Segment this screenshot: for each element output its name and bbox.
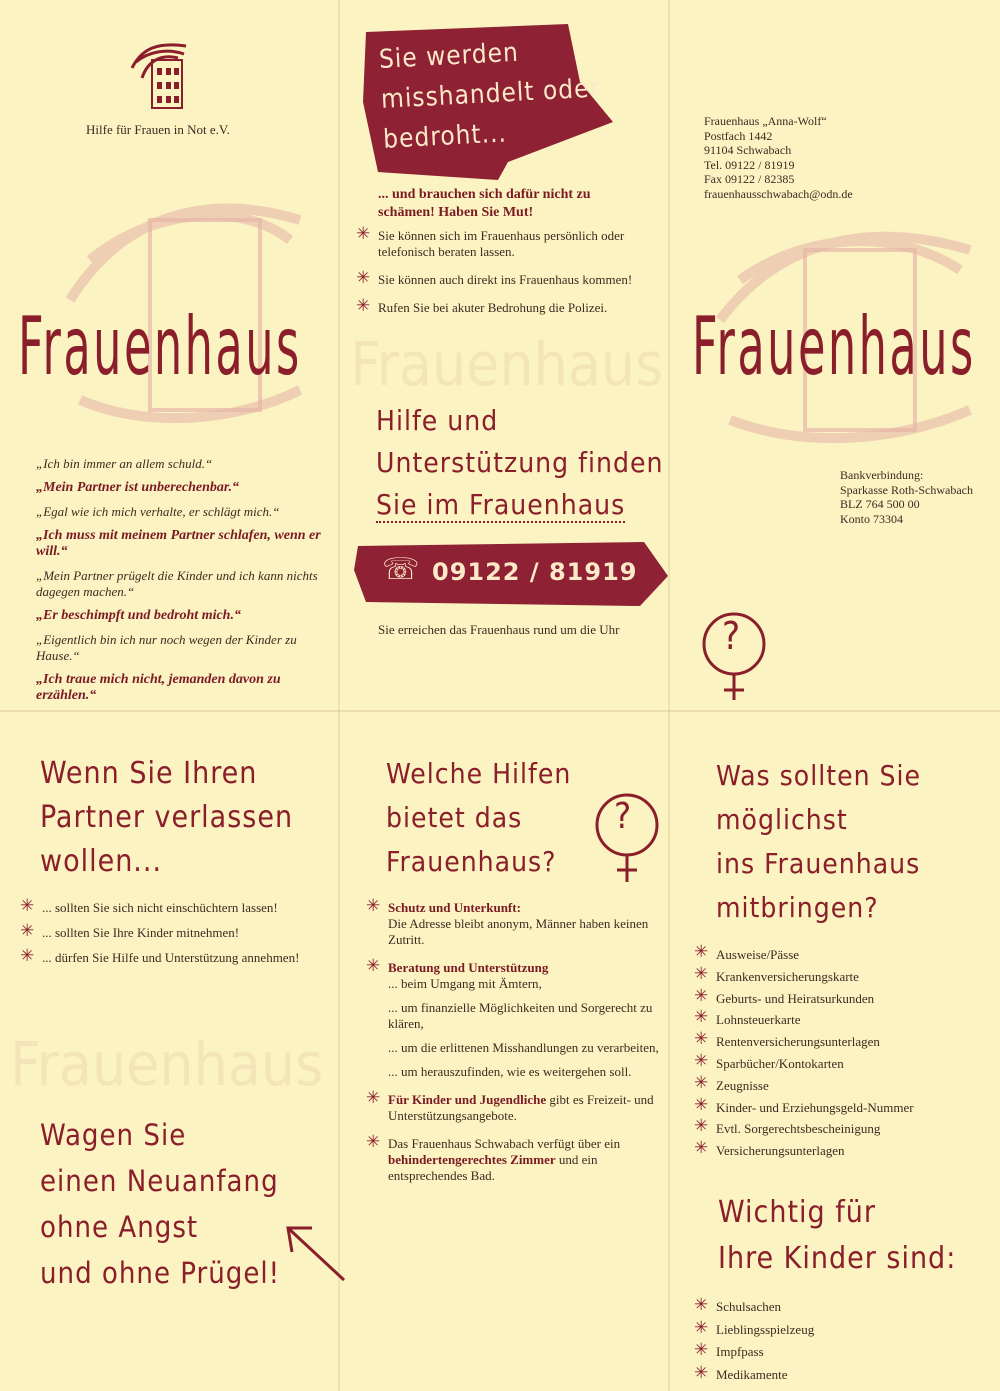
help-line: Sie im Frauenhaus — [376, 488, 626, 521]
quote: „Ich muss mit meinem Partner schlafen, wenn er will.“ — [36, 528, 321, 559]
list-item: ✳ Evtl. Sorgerechtsbescheinigung — [694, 1116, 881, 1137]
middle-top-bullets — [356, 224, 656, 316]
asterisk-icon: ✳ — [20, 921, 35, 941]
house-logo-icon — [128, 38, 192, 110]
quote: „Mein Partner prügelt die Kinder und ich kann nichts dagegen machen.“ — [36, 568, 318, 599]
asterisk-icon: ✳ — [694, 1094, 709, 1115]
list-item: ✳ Kinder- und Erziehungsgeld-Nummer — [694, 1094, 914, 1115]
list-item: ✳ Zeugnisse — [694, 1072, 769, 1093]
arrow-icon — [278, 1214, 348, 1284]
asterisk-icon: ✳ — [694, 942, 709, 962]
asterisk-icon: ✳ — [356, 268, 371, 288]
help-offer-heading: Welche Hilfen bietet das Frauenhaus? — [386, 757, 572, 878]
quotes-list — [36, 456, 326, 712]
list-item: ✳ Das Frauenhaus Schwabach verfügt über ein behindertengerechtes Zimmer und ein entsprechendes Bad. — [366, 1132, 621, 1183]
asterisk-icon: ✳ — [356, 296, 371, 316]
phone-note: Sie erreichen das Frauenhaus rund um die Uhr — [378, 622, 620, 637]
asterisk-icon: ✳ — [694, 963, 709, 984]
asterisk-icon: ✳ — [694, 1295, 709, 1315]
bank-details: Bankverbindung: Sparkasse Roth-Schwabach BLZ 764 500 00 Konto 73304 — [840, 468, 973, 526]
asterisk-icon: ✳ — [694, 1340, 709, 1361]
address-block: Frauenhaus „Anna-Wolf“ Postfach 1442 91104 Schwabach Tel. 09122 / 81919 Fax 09122 / 82385 frauenhausschwabach@odn.de — [704, 114, 853, 201]
leave-partner-bullets — [20, 896, 330, 966]
help-heading — [376, 400, 663, 526]
asterisk-icon: ✳ — [694, 1138, 709, 1159]
list-item: ✳ Geburts- und Heiratsurkunden — [694, 985, 875, 1006]
asterisk-icon: ✳ — [694, 1050, 709, 1071]
question-mark: ? — [614, 796, 633, 837]
asterisk-icon: ✳ — [694, 1317, 709, 1338]
list-item: ✳ Lohnsteuerkarte — [694, 1007, 801, 1028]
banner-line: Sie werden — [378, 37, 520, 75]
help-offer-list — [366, 896, 666, 1184]
asterisk-icon: ✳ — [356, 224, 371, 244]
asterisk-icon: ✳ — [366, 956, 381, 976]
list-item: ✳ Versicherungsunterlagen — [694, 1138, 845, 1159]
asterisk-icon: ✳ — [20, 896, 35, 916]
asterisk-icon: ✳ — [694, 1029, 709, 1050]
asterisk-icon: ✳ — [694, 1116, 709, 1137]
list-item: ✳ Rentenversicherungsunterlagen — [694, 1029, 880, 1050]
banner-text — [378, 29, 603, 160]
banner-line: misshandelt oder — [380, 73, 601, 115]
quote: „Er beschimpft und bedroht mich.“ — [36, 608, 241, 623]
asterisk-icon: ✳ — [366, 1088, 381, 1108]
list-item: ✳ Beratung und Unterstützung ... beim Umgang mit Ämtern, ... um finanzielle Möglichkeiten und Sorgerecht zu klären, ... um die erlittenen Misshandlungen zu verarbeiten, ... um herauszufinden, wie es weitergehen soll. — [366, 956, 659, 1079]
list-item: ✳ Sparbücher/Kontokarten — [694, 1050, 844, 1071]
frauenhaus-title: Frauenhaus — [18, 300, 302, 393]
courage-subheading: ... und brauchen sich dafür nicht zu schämen! Haben Sie Mut! — [378, 187, 591, 220]
asterisk-icon: ✳ — [694, 1072, 709, 1093]
quote: „Ich traue mich nicht, jemanden davon zu erzählen.“ — [36, 672, 281, 703]
banner-line: bedroht... — [382, 118, 508, 155]
question-mark: ? — [722, 614, 742, 658]
list-item: ✳ ... dürfen Sie Hilfe und Unterstützung annehmen! — [20, 946, 300, 966]
quote: „Ich bin immer an allem schuld.“ — [36, 456, 213, 471]
asterisk-icon: ✳ — [20, 946, 35, 966]
kids-heading: Wichtig für Ihre Kinder sind: — [718, 1195, 957, 1276]
telephone-icon: ☏ — [382, 552, 420, 587]
frauenhaus-title: Frauenhaus — [692, 300, 976, 393]
fold-line — [338, 0, 340, 1391]
list-item: ✳ Krankenversicherungskarte — [694, 963, 859, 984]
ghost-text: Frauenhaus — [350, 330, 664, 400]
list-item: ✳ Rufen Sie bei akuter Bedrohung die Polizei. — [356, 296, 608, 316]
list-item: ✳ Ausweise/Pässe — [694, 942, 800, 962]
list-item: ✳ ... sollten Sie sich nicht einschüchtern lassen! — [20, 896, 278, 916]
list-item: ✳ Sie können sich im Frauenhaus persönlich oder telefonisch beraten lassen. — [356, 224, 625, 259]
list-item: ✳ Medikamente — [694, 1362, 788, 1383]
help-line: Hilfe und — [376, 404, 499, 437]
asterisk-icon: ✳ — [694, 1362, 709, 1383]
help-line: Unterstützung finden — [376, 446, 664, 479]
slogan: Wagen Sie einen Neuanfang ohne Angst und ohne Prügel! — [40, 1118, 281, 1290]
list-item: ✳ Impfpass — [694, 1340, 764, 1361]
org-tagline: Hilfe für Frauen in Not e.V. — [86, 122, 230, 137]
list-item: ✳ Schutz und Unterkunft: Die Adresse bleibt anonym, Männer haben keinen Zutritt. — [366, 896, 649, 947]
ghost-text: Frauenhaus — [10, 1030, 324, 1100]
list-item: ✳ Lieblingsspielzeug — [694, 1317, 815, 1338]
list-item: ✳ Schulsachen — [694, 1295, 781, 1315]
asterisk-icon: ✳ — [694, 985, 709, 1006]
list-item: ✳ ... sollten Sie Ihre Kinder mitnehmen! — [20, 921, 240, 941]
list-item: ✳ Sie können auch direkt ins Frauenhaus kommen! — [356, 268, 633, 288]
phone-number[interactable]: 09122 / 81919 — [432, 558, 638, 586]
list-item: ✳ Für Kinder und Jugendliche gibt es Freizeit- und Unterstützungsangebote. — [366, 1088, 654, 1123]
asterisk-icon: ✳ — [366, 896, 381, 916]
bring-along-heading: Was sollten Sie möglichst ins Frauenhaus mitbringen? — [716, 759, 922, 924]
asterisk-icon: ✳ — [694, 1007, 709, 1028]
email-link[interactable]: frauenhausschwabach@odn.de — [704, 186, 853, 201]
quote: „Eigentlich bin ich nur noch wegen der Kinder zu Hause.“ — [36, 632, 297, 663]
leave-partner-heading: Wenn Sie Ihren Partner verlassen wollen... — [40, 756, 294, 879]
bring-along-list — [694, 944, 994, 1162]
fold-line — [668, 0, 670, 1391]
quote: „Egal wie ich mich verhalte, er schlägt mich.“ — [36, 504, 280, 519]
quote: „Mein Partner ist unberechenbar.“ — [36, 480, 240, 495]
asterisk-icon: ✳ — [366, 1132, 381, 1152]
kids-list — [694, 1296, 994, 1386]
